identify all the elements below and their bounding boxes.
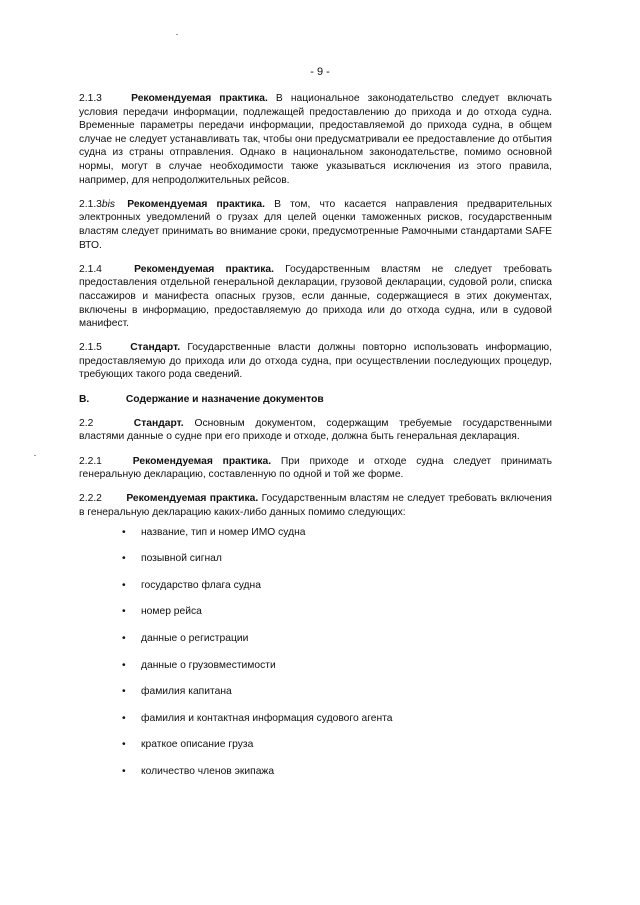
list-item xyxy=(79,712,552,739)
paragraph-label: Рекомендуемая практика. xyxy=(134,263,274,275)
paragraph-2-1-3bis xyxy=(79,198,552,252)
paragraph-number: 2.1.5 xyxy=(79,342,102,354)
list-item xyxy=(79,738,552,765)
bullet-icon: • xyxy=(122,632,126,644)
bullet-icon: • xyxy=(122,659,126,671)
data-items-list xyxy=(79,526,552,792)
list-item-text: краткое описание груза xyxy=(141,739,254,751)
document-body xyxy=(79,92,552,792)
list-item-text: название, тип и номер ИМО судна xyxy=(141,526,306,538)
paragraph-2-2-2 xyxy=(79,492,552,519)
list-item xyxy=(79,526,552,553)
bullet-icon: • xyxy=(122,606,126,618)
paragraph-text: В национальное законодательство следует включать условия передачи информации, подлежащей предоставлению до прихода и до отхода судна. Временные параметры передачи информации, предоставляемой до прихода судна, в общем случае не следует устанавливать так, чтобы они предусматривали ее предоставление до отбытия судна из страны отправления. Однако в национальном законодательстве, помимо основной нормы, могут в случае необходимости также указываться исключения из этого правила, например, для непродолжительных рейсов. xyxy=(79,93,553,186)
list-item xyxy=(79,685,552,712)
bullet-icon: • xyxy=(122,712,126,724)
section-letter: B. xyxy=(79,393,90,405)
paragraph-2-1-5 xyxy=(79,341,552,382)
paragraph-number: 2.1.3 xyxy=(79,93,102,104)
list-item xyxy=(79,765,552,792)
paragraph-label: Рекомендуемая практика. xyxy=(131,93,268,104)
page-number: - 9 - xyxy=(310,66,330,78)
paragraph-text: Государственным властям не следует требовать включения в генеральную декларацию каких-либо данных помимо следующих: xyxy=(79,493,552,518)
paragraph-number-main: 2.1.3 xyxy=(79,198,102,210)
list-item-text: количество членов экипажа xyxy=(141,765,275,777)
list-item xyxy=(79,552,552,579)
list-item xyxy=(79,579,552,606)
paragraph-number xyxy=(79,198,115,212)
list-item-text: данные о грузовместимости xyxy=(141,659,276,671)
paragraph-label: Стандарт. xyxy=(130,342,181,354)
list-item xyxy=(79,605,552,632)
list-item-text: фамилия капитана xyxy=(141,686,232,698)
paragraph-2-2-1 xyxy=(79,455,552,482)
paragraph-label: Рекомендуемая практика. xyxy=(127,198,265,210)
list-item xyxy=(79,659,552,686)
section-title: Содержание и назначение документов xyxy=(125,393,324,405)
scan-mark xyxy=(34,455,36,456)
paragraph-text: В том, что касается направления предварительных электронных уведомлений о грузах для целей оценки таможенных рисков, государственным властям следует принимать во внимание сроки, предусмотренные Рамочными стандартами SAFE ВТО. xyxy=(79,198,552,251)
list-item-text: фамилия и контактная информация судового агента xyxy=(141,712,393,724)
scan-mark xyxy=(176,34,178,35)
list-item-text: позывной сигнал xyxy=(141,553,222,565)
paragraph-label: Стандарт. xyxy=(133,417,184,429)
bullet-icon: • xyxy=(122,553,126,565)
paragraph-2-1-3 xyxy=(79,92,552,187)
bullet-icon: • xyxy=(122,579,126,591)
paragraph-number-suffix: bis xyxy=(101,198,116,210)
bullet-icon: • xyxy=(122,765,126,777)
bullet-icon: • xyxy=(122,526,126,538)
bullet-icon: • xyxy=(122,739,126,751)
section-heading xyxy=(79,393,552,407)
paragraph-number: 2.2 xyxy=(79,417,94,429)
paragraph-text: Основным документом, содержащим требуемые государственными властями данные о судне при его приходе и отходе, должна быть генеральная декларация. xyxy=(79,417,552,443)
paragraph-text: Государственным властям не следует требовать предоставления отдельной генеральной декларации, грузовой декларации, судовой роли, списка пассажиров и манифеста опасных грузов, если данные, содержащиеся в этих документах, включены в информацию, предоставляемую до прихода или до отхода судна, или в судовой манифест. xyxy=(79,263,552,330)
list-item-text: данные о регистрации xyxy=(141,632,249,644)
bullet-icon: • xyxy=(122,686,126,698)
paragraph-label: Рекомендуемая практика. xyxy=(126,493,259,505)
paragraph-number: 2.2.2 xyxy=(79,493,102,505)
paragraph-2-2 xyxy=(79,417,552,444)
paragraph-text: Государственные власти должны повторно использовать информацию, предоставляемую до прихода или до отхода судна, при осуществлении последующих процедур, требующих такого рода сведений. xyxy=(79,342,552,381)
paragraph-text: При приходе и отходе судна следует принимать генеральную декларацию, составленную по одной и той же форме. xyxy=(79,455,552,481)
paragraph-label: Рекомендуемая практика. xyxy=(132,455,272,467)
list-item-text: государство флага судна xyxy=(141,579,261,591)
paragraph-number: 2.1.4 xyxy=(79,263,102,275)
paragraph-number: 2.2.1 xyxy=(79,455,102,467)
paragraph-2-1-4 xyxy=(79,263,552,331)
list-item xyxy=(79,632,552,659)
list-item-text: номер рейса xyxy=(141,606,202,618)
